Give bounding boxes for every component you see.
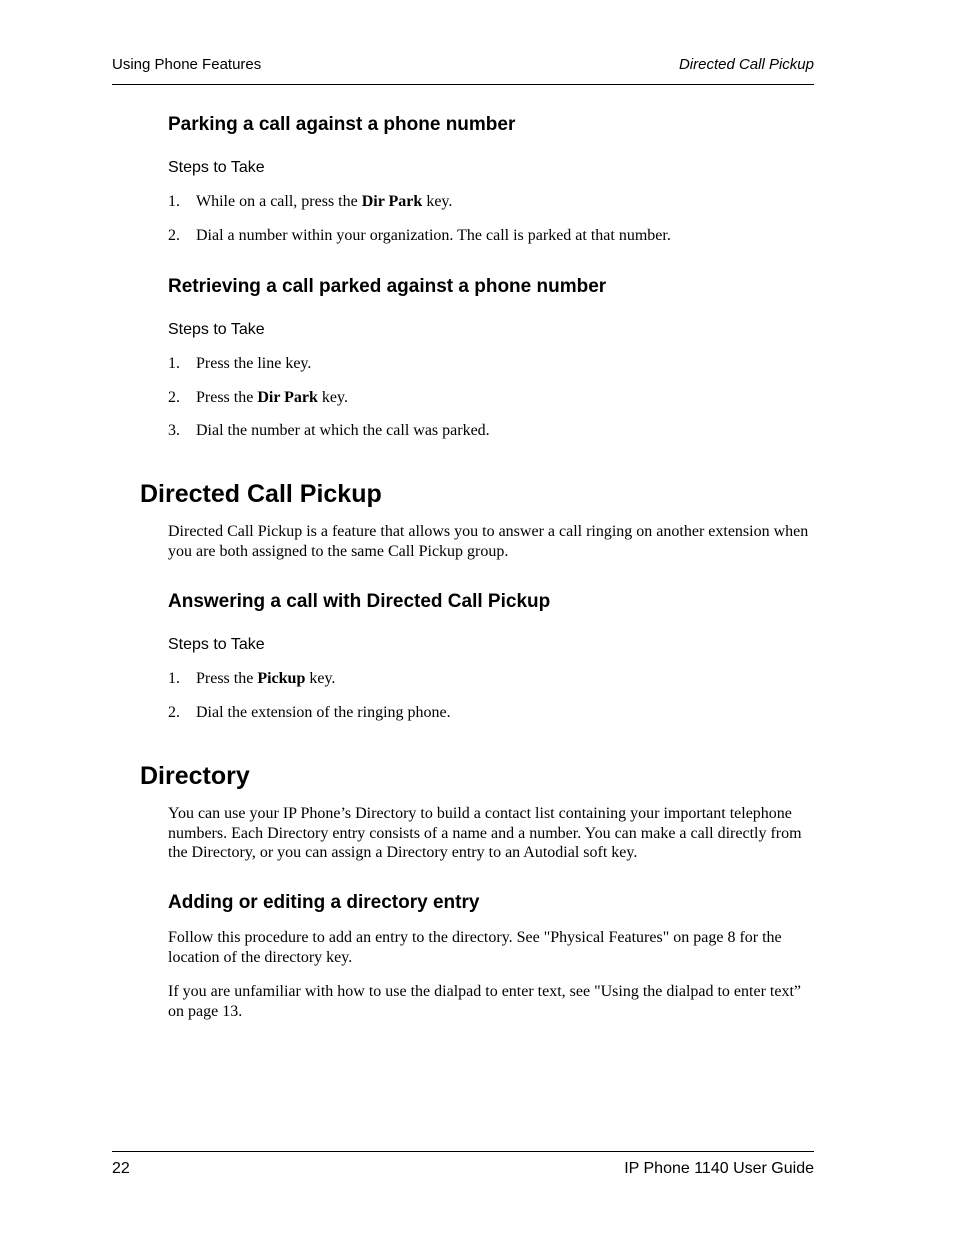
- key-name: Dir Park: [257, 389, 318, 406]
- header-rule: [112, 84, 814, 85]
- answering-steps-label: Steps to Take: [168, 636, 265, 653]
- step-number: 2.: [168, 704, 180, 721]
- directory-heading: Directory: [140, 762, 250, 790]
- step-text-after: key.: [317, 389, 348, 406]
- step-text: While on a call, press the: [196, 193, 362, 210]
- step-number: 1.: [168, 355, 180, 372]
- step-number: 2.: [168, 227, 180, 244]
- adding-paragraph-1: Follow this procedure to add an entry to the directory. See "Physical Features" on page 8 for the location of the directory key.: [168, 929, 782, 966]
- answering-step-1: [168, 669, 335, 689]
- key-name: Pickup: [257, 670, 306, 687]
- footer-rule: [112, 1151, 814, 1152]
- directed-pickup-intro: Directed Call Pickup is a feature that allows you to answer a call ringing on another extension when you are both assigned to the same Call Pickup group.: [168, 523, 809, 560]
- step-text-after: key.: [422, 193, 453, 210]
- directed-pickup-heading: Directed Call Pickup: [140, 480, 382, 508]
- step-number: 1.: [168, 670, 180, 687]
- directory-intro: You can use your IP Phone’s Directory to build a contact list containing your important telephone numbers. Each Directory entry consists of a name and a number. You can make a call directly from the Directory, or you can assign a Directory entry to an Autodial soft key.: [168, 805, 802, 862]
- retrieving-step-3: [168, 421, 490, 441]
- step-text: Dial a number within your organization. The call is parked at that number.: [196, 227, 671, 244]
- parking-steps-label: Steps to Take: [168, 159, 265, 176]
- step-text: Press the: [196, 670, 258, 687]
- step-number: 2.: [168, 389, 180, 406]
- running-header-right: Directed Call Pickup: [678, 56, 814, 73]
- answering-heading: Answering a call with Directed Call Pickup: [168, 591, 551, 612]
- retrieving-steps-label: Steps to Take: [168, 321, 265, 338]
- guide-title: IP Phone 1140 User Guide: [624, 1160, 814, 1177]
- parking-step-2: [168, 226, 671, 246]
- step-text-after: key.: [305, 670, 336, 687]
- key-name: Dir Park: [361, 193, 423, 210]
- parking-heading: Parking a call against a phone number: [168, 114, 516, 135]
- adding-heading: Adding or editing a directory entry: [168, 892, 480, 913]
- step-text: Press the line key.: [196, 355, 312, 372]
- step-number: 3.: [168, 422, 180, 439]
- retrieving-heading: Retrieving a call parked against a phone number: [168, 276, 607, 297]
- page-number: 22: [112, 1160, 130, 1177]
- parking-step-1: [168, 192, 452, 212]
- step-text: Dial the number at which the call was parked.: [196, 422, 490, 439]
- step-number: 1.: [168, 193, 180, 210]
- running-header-left: Using Phone Features: [112, 56, 262, 73]
- adding-paragraph-2: If you are unfamiliar with how to use the dialpad to enter text, see "Using the dialpad to enter text” on page 13.: [168, 983, 801, 1020]
- retrieving-step-1: [168, 354, 311, 374]
- step-text: Dial the extension of the ringing phone.: [196, 704, 451, 721]
- retrieving-step-2: [168, 388, 348, 408]
- answering-step-2: [168, 703, 451, 723]
- step-text: Press the: [196, 389, 258, 406]
